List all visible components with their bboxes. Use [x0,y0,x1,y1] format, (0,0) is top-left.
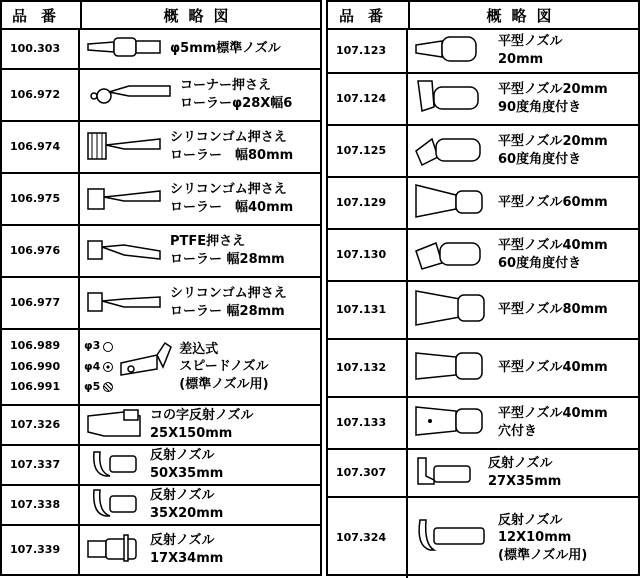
description-line: 反射ノズル [150,488,215,504]
description-line: (標準ノズル用) [498,547,588,563]
part-description [498,512,587,565]
part-figure [80,30,320,68]
part-number-text: 107.338 [10,497,61,511]
part-number-text: 107.324 [336,530,387,544]
description-line: 平型ノズル [498,34,563,50]
part-description [498,405,608,440]
part-figure [80,526,320,574]
part-description [150,532,223,567]
description-line: 平型ノズル40mm [498,406,608,422]
part-figure [408,74,638,124]
size-option [84,377,113,397]
description-line: 27X35mm [488,474,562,489]
part-description [170,40,281,58]
part-description [170,181,293,216]
part-figure [408,30,638,72]
description-line: 穴付き [498,424,538,439]
part-description [150,447,223,482]
part-number [328,450,408,496]
part-number-text: 106.972 [10,87,61,101]
part-figure [408,178,638,228]
part-description [498,33,562,68]
part-number [2,406,80,444]
header-code: 品番 [2,2,82,28]
part-figure [80,406,320,444]
part-number [328,398,408,448]
part-number [2,70,80,120]
table-row [328,340,638,398]
table-row [328,230,638,282]
part-figure [80,446,320,484]
part-figure [80,226,320,276]
table-row [328,398,638,450]
description-line: シリコンゴム押さえ [170,286,287,302]
part-number-text: 106.974 [10,139,61,153]
header-code: 品番 [328,2,410,28]
part-description [150,487,223,522]
table-row [328,450,638,498]
description-line: 平型ノズル40mm [498,360,608,376]
table-row [2,174,320,226]
part-number [328,498,408,578]
roller-40-icon [84,177,164,221]
part-figure [408,340,638,396]
table-row [328,30,638,74]
description-line: 平型ノズル20mm [498,134,608,150]
size-label: φ3 [84,339,101,353]
description-line: 20mm [498,52,544,67]
part-figure [80,486,320,524]
part-number [328,74,408,124]
description-line: ローラーφ28X幅6 [180,96,293,111]
table-row [2,278,320,330]
table-row [2,486,320,526]
part-number-text: 107.130 [336,247,387,261]
description-line: φ5mm標準ノズル [170,41,281,57]
part-number [328,30,408,72]
description-line: 60度角度付き [498,152,582,167]
part-number-text: 107.339 [10,542,61,556]
header-figure: 概略図 [486,6,562,25]
part-number-text: 106.989 [10,338,61,352]
table-row [328,498,638,578]
part-description [498,359,608,377]
table-row [2,122,320,174]
part-description [498,133,608,168]
part-number-text: 107.125 [336,143,387,157]
description-line: 25X150mm [150,426,233,441]
description-line: 差込式 [179,341,219,357]
part-number-text: 106.990 [10,359,61,373]
description-line: ローラー 幅80mm [170,148,294,163]
flat-90-icon [412,77,492,121]
part-number-text: 107.132 [336,360,387,374]
description-line: シリコンゴム押さえ [170,130,287,146]
description-line: 35X20mm [150,506,224,521]
part-number-text: 107.123 [336,43,387,57]
size-circle-icon [103,342,113,352]
table-row [2,30,320,70]
table-row [328,282,638,340]
right-header [328,2,638,30]
reflector-50-icon [84,446,144,484]
part-number [2,526,80,574]
reflector-12-icon [412,516,492,560]
reflector-27-icon [412,454,482,492]
description-line: 反射ノズル [498,512,563,528]
description-line: 平型ノズル80mm [498,302,608,318]
part-number [328,126,408,176]
reflector-17-icon [84,531,144,569]
part-figure [408,498,638,578]
part-description [488,455,561,490]
u-reflector-icon [84,406,144,444]
part-number [328,282,408,338]
table-row [328,126,638,178]
speed-nozzle-icon [117,335,173,399]
size-options [84,336,113,397]
part-figure [80,278,320,328]
description-line: PTFE押さえ [170,234,246,250]
description-line: シリコンゴム押さえ [170,182,287,198]
part-description [170,233,285,268]
description-line: 90度角度付き [498,100,582,115]
part-number-text: 100.303 [10,41,61,55]
description-line: 平型ノズル20mm [498,82,608,98]
description-line: コの字反射ノズル [150,408,254,424]
table-row [2,446,320,486]
part-number-text: 106.976 [10,243,61,257]
table-row [2,406,320,446]
flat-60mm-icon [412,181,492,225]
size-circle-icon [103,362,113,372]
description-line: ローラー 幅28mm [170,304,285,319]
part-figure [408,282,638,338]
flat-60-icon [412,129,492,173]
size-label: φ4 [84,359,101,373]
left-header [2,2,320,30]
part-figure [80,330,320,404]
right-table [326,0,640,576]
roller-28-icon [84,281,164,325]
table-row [328,74,638,126]
part-number-text: 106.975 [10,191,61,205]
part-description [498,237,608,272]
part-number [2,486,80,524]
part-number-text: 107.326 [10,417,61,431]
part-number-text: 107.133 [336,415,387,429]
description-line: コーナー押さえ [180,78,272,94]
part-number [2,446,80,484]
part-number-text: 107.124 [336,91,387,105]
flat-40-60-icon [412,233,492,277]
part-number [328,340,408,396]
header-figure: 概略図 [163,6,239,25]
table-row [2,330,320,406]
table-row [2,526,320,574]
table-row [2,70,320,122]
description-line: ローラー 幅28mm [170,252,285,267]
flat-80mm-icon [412,285,492,335]
description-line: 60度角度付き [498,256,582,271]
description-line: 反射ノズル [150,533,215,549]
part-description [179,341,268,394]
part-figure [408,398,638,448]
reflector-35-icon [84,486,144,524]
part-figure [408,450,638,496]
part-number [2,330,80,404]
description-line: (標準ノズル用) [179,376,269,392]
part-description [498,194,608,212]
size-label: φ5 [84,380,101,394]
part-number-text: 106.977 [10,295,61,309]
part-number [2,30,80,68]
part-figure [80,122,320,172]
part-number [2,122,80,172]
part-number [2,174,80,224]
part-description [170,129,293,164]
part-description [150,407,253,442]
flat-40mm-icon [412,343,492,393]
description-line: 反射ノズル [150,448,215,464]
part-number-text: 107.131 [336,302,387,316]
part-figure [80,174,320,224]
description-line: 反射ノズル [488,456,553,472]
part-figure [80,70,320,120]
part-description [498,301,608,319]
part-number-text: 107.337 [10,457,61,471]
ptfe-roller-icon [84,229,164,273]
part-number-text: 106.991 [10,380,61,394]
description-line: 平型ノズル40mm [498,238,608,254]
part-figure [408,230,638,280]
size-option [84,357,113,377]
part-number-text: 107.307 [336,465,387,479]
part-description [180,77,292,112]
size-option [84,336,113,356]
description-line: 12X10mm [498,530,572,546]
description-line: 17X34mm [150,551,224,566]
part-description [498,81,608,116]
corner-roller-icon [84,78,174,112]
round-nozzle-icon [84,32,164,66]
table-row [328,178,638,230]
part-figure [408,126,638,176]
description-line: ローラー 幅40mm [170,200,294,215]
flat-40-hole-icon [412,401,492,445]
wide-roller-icon [84,125,164,169]
flat-nozzle-icon [412,31,492,71]
part-number [328,178,408,228]
description-line: 平型ノズル60mm [498,195,608,211]
part-number-text: 107.129 [336,195,387,209]
part-number [2,278,80,328]
description-line: スピードノズル [179,359,269,375]
part-number [328,230,408,280]
table-row [2,226,320,278]
description-line: 50X35mm [150,466,224,481]
size-circle-icon [103,382,113,392]
part-number [2,226,80,276]
part-description [170,285,287,320]
